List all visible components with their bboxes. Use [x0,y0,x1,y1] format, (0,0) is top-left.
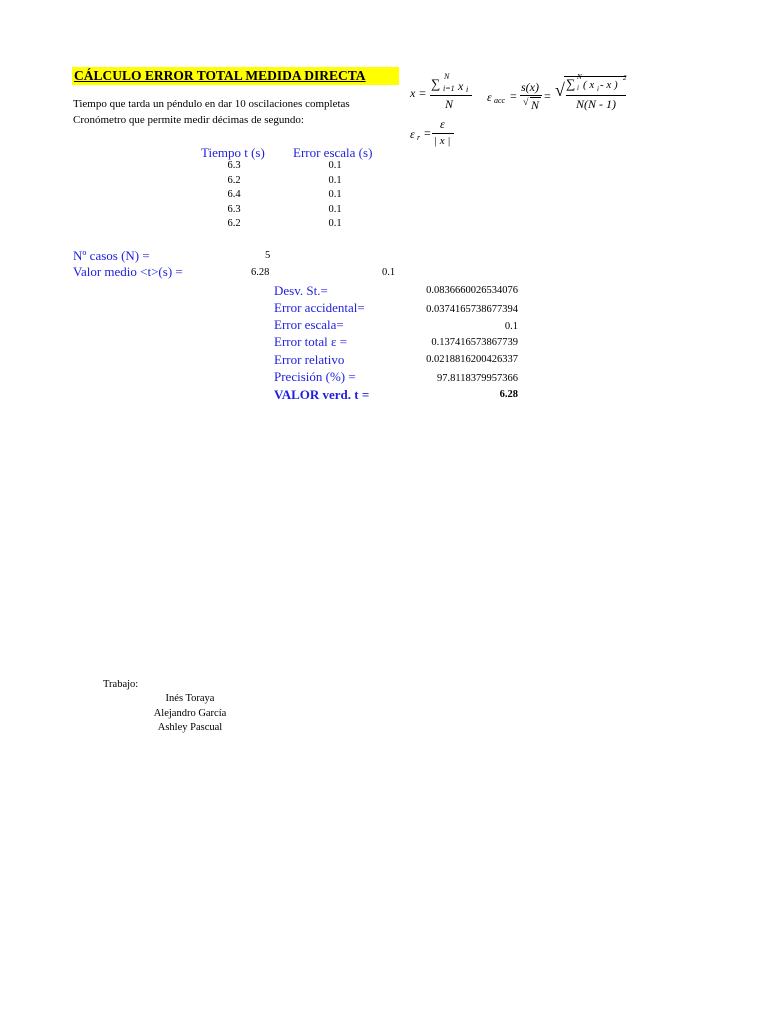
formula-acc-lhs: ε [487,90,492,104]
cell-error: 0.1 [328,218,342,229]
credit-name: Ashley Pascual [157,722,223,733]
formula-rel-den: | x | [434,135,451,147]
true-value-label: VALOR verd. t = [274,387,370,402]
formula-mean-sigma: ∑ [431,76,441,91]
formula-mean-var-sub: i [466,85,469,94]
formula-rel-num: ε [440,117,445,131]
cell-tiempo: 6.2 [227,175,241,186]
formula-acc-sum-sup: N [577,73,582,81]
formula-acc-den2: N(N - 1) [576,97,616,111]
cell-error: 0.1 [328,189,342,200]
result-label: Error accidental= [274,300,365,315]
formula-acc-minus: - x ) [600,79,618,91]
result-value: 0.137416573867739 [431,337,518,348]
credit-name: Alejandro García [153,708,227,719]
formula-mean-sub: i=1 [443,84,455,93]
result-label: Error total ε = [274,334,348,349]
cell-tiempo: 6.3 [227,160,241,171]
cell-tiempo: 6.4 [227,189,241,200]
result-value: 0.0218816200426337 [426,354,518,365]
result-label: Error relativo [274,352,345,367]
formula-rel-fraction-bar [432,133,454,134]
formula-mean-var: x [458,79,464,93]
credit-name: Inés Toraya [165,693,215,704]
result-label: Error escala= [274,317,344,332]
mean-value: 6.28 [251,267,270,278]
formula-rel-sub: r [417,133,421,142]
result-value: 97.8118379957366 [437,373,518,384]
header-error-escala: Error escala (s) [293,145,373,160]
sqrt-icon: √ [523,97,529,108]
header-tiempo: Tiempo t (s) [201,145,265,160]
description-line-1: Tiempo que tarda un péndulo en dar 10 oscilaciones completas [73,98,350,110]
cell-tiempo: 6.2 [227,218,241,229]
result-value: 0.1 [504,321,518,332]
page-title: CÁLCULO ERROR TOTAL MEDIDA DIRECTA [72,67,399,85]
formula-acc-pow: 2 [623,74,627,82]
scale-error-value: 0.1 [382,267,396,278]
description-line-2: Cronómetro que permite medir décimas de segundo: [73,114,304,126]
formula-mean-lhs: x = [410,86,427,100]
formula-acc-fraction-bar-2 [566,95,626,96]
n-cases-label: Nº casos (N) = [73,248,150,263]
formula-acc-sigma: ∑ [566,76,576,91]
n-cases-value: 5 [265,250,271,261]
formula-acc-eq2: = [544,89,551,103]
formula-acc-sum-sub: i [577,84,579,92]
formula-acc-paren: ( x [583,79,595,91]
formula-mean-sup: N [444,72,450,81]
formula-rel-lhs: ε [410,127,415,141]
formula-acc-eq: = [510,89,517,103]
result-value: 0.0836660026534076 [426,285,518,296]
true-value: 6.28 [499,389,518,400]
formula-acc-sub: acc [494,96,506,105]
formula-rel-eq: = [424,126,431,140]
formula-mean-fraction-bar [430,95,472,96]
formula-acc-paren-sub: i [597,85,599,93]
result-value: 0.0374165738677394 [426,304,518,315]
credits-label: Trabajo: [103,679,139,690]
result-label: Precisión (%) = [274,369,356,384]
cell-tiempo: 6.3 [227,204,241,215]
formula-acc-den: N [531,98,540,112]
formula-acc-fraction-bar [520,95,542,96]
formula-acc-num: s(x) [521,80,539,94]
mean-label: Valor medio <t>(s) = [73,264,183,279]
cell-error: 0.1 [328,160,342,171]
cell-error: 0.1 [328,204,342,215]
sqrt-big-icon: √ [555,80,565,100]
formula-mean-den: N [445,97,454,111]
cell-error: 0.1 [328,175,342,186]
result-label: Desv. St.= [274,283,328,298]
